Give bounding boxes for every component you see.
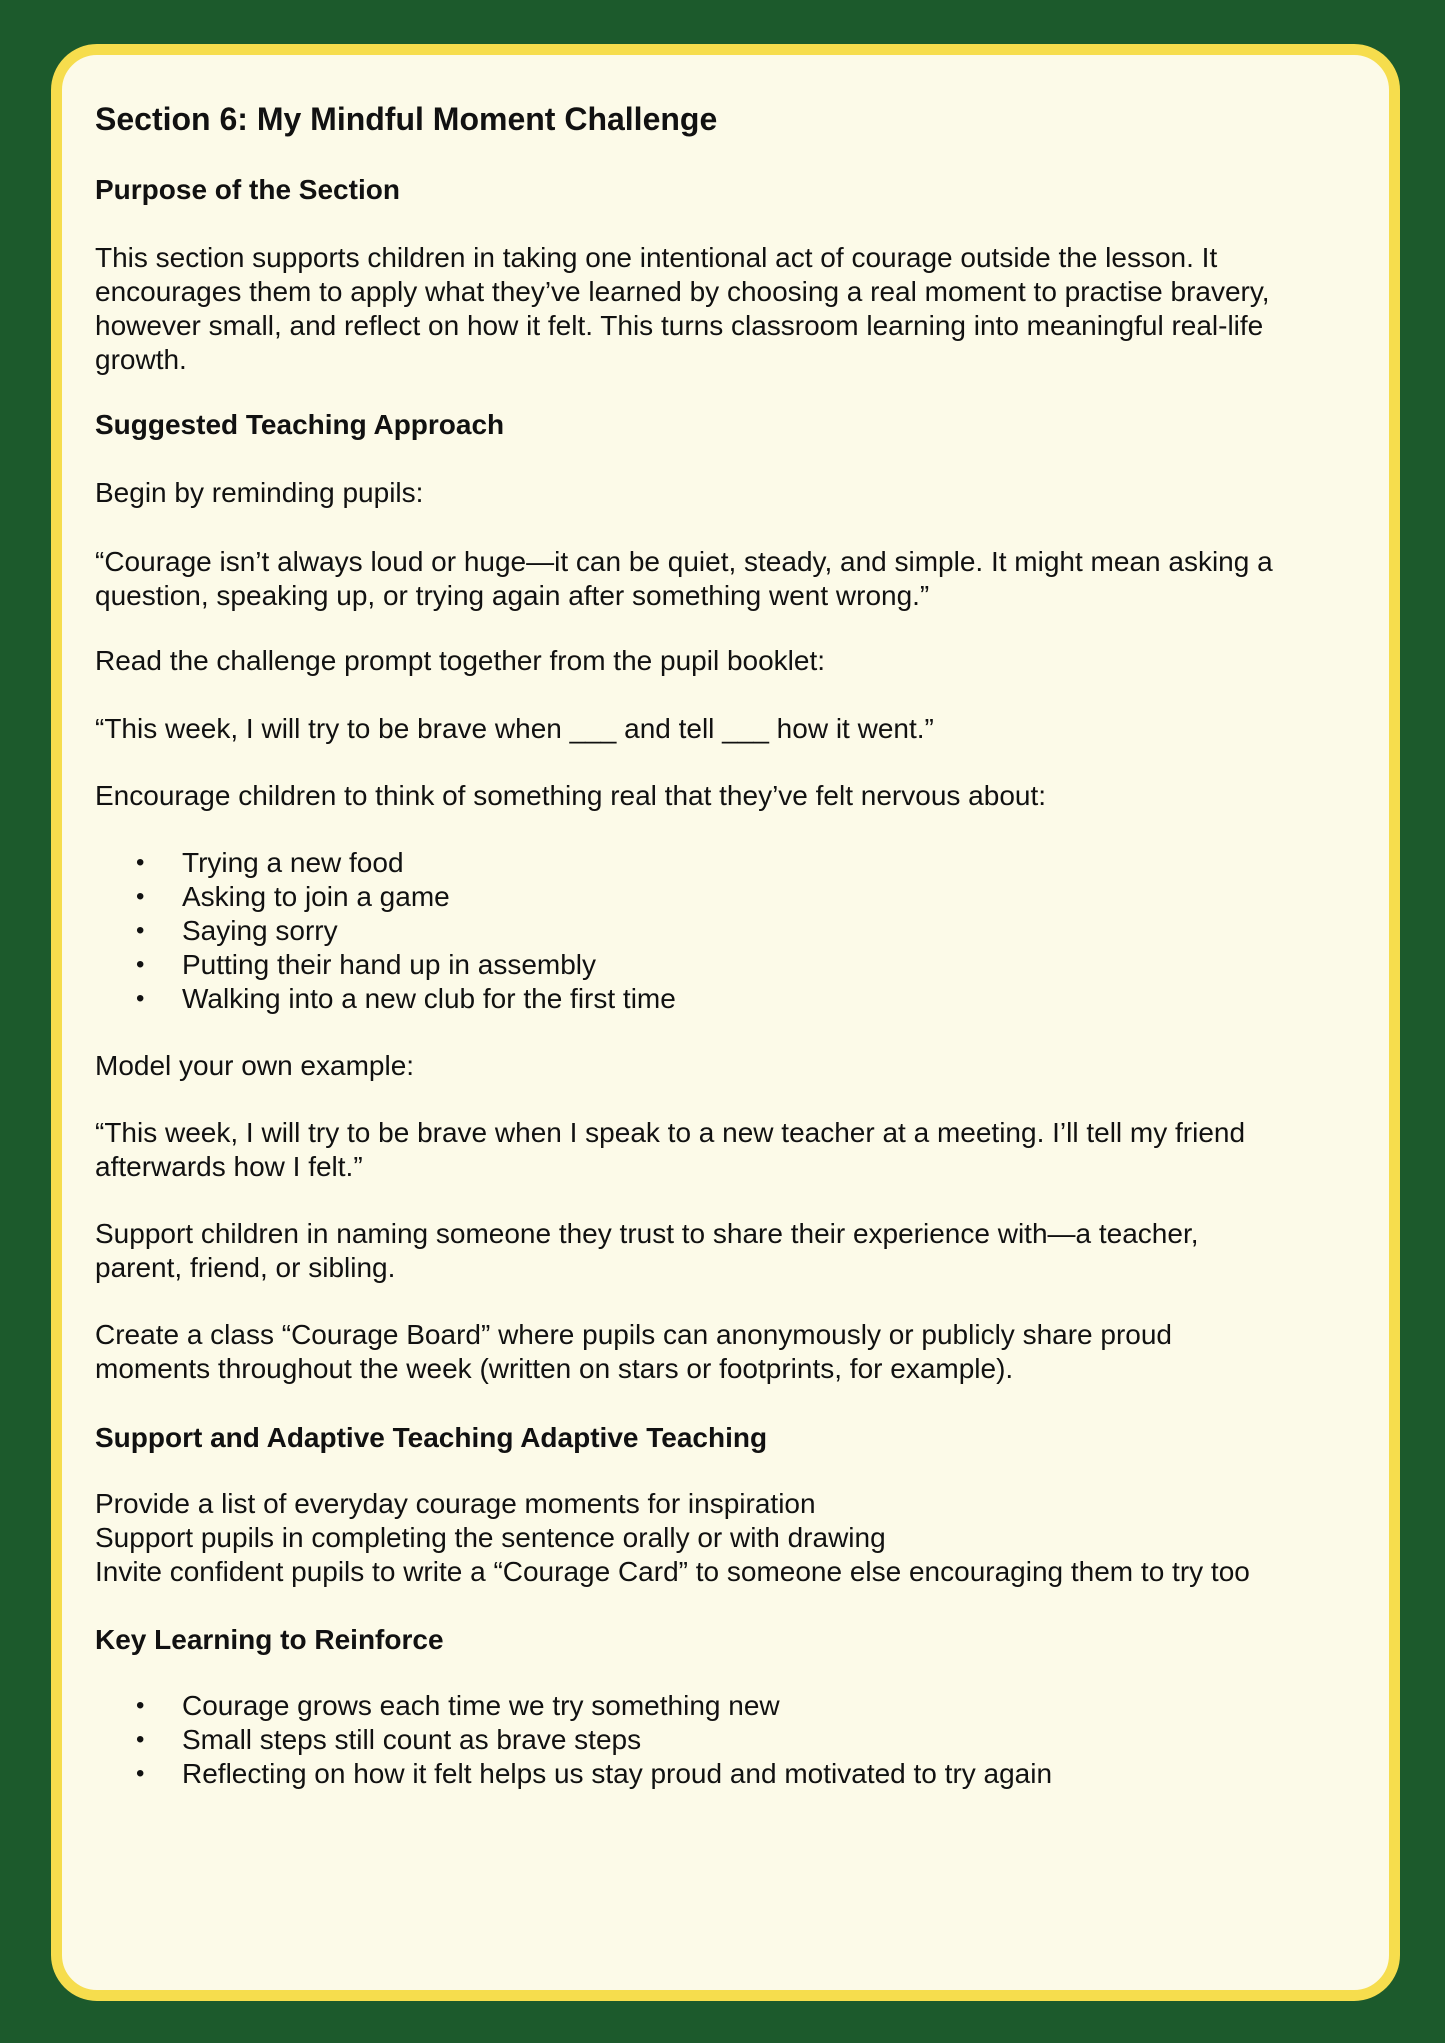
purpose-line: This section supports children in taking one intentional act of courage outside the lesson. It	[95, 242, 1218, 273]
adaptive-line: Support pupils in completing the sentence orally or with drawing	[95, 1522, 886, 1553]
bullet-icon: •	[136, 883, 145, 910]
purpose-paragraph	[95, 241, 1270, 377]
support-trust-text	[95, 1217, 1199, 1285]
bullet-icon: •	[136, 1760, 145, 1787]
key-learning-list	[95, 1689, 1052, 1791]
purpose-line: encourages them to apply what they’ve learned by choosing a real moment to practise bravery,	[95, 276, 1270, 307]
adaptive-line: Invite confident pupils to write a “Courage Card” to someone else encouraging them to try too	[95, 1556, 1250, 1587]
list-item: • Reflecting on how it felt helps us stay proud and motivated to try again	[136, 1758, 1053, 1789]
bullet-icon: •	[136, 985, 145, 1012]
courage-board-text	[95, 1318, 1172, 1386]
purpose-heading: Purpose of the Section	[95, 174, 400, 205]
purpose-line: growth.	[95, 344, 187, 375]
courage-quote	[95, 545, 1273, 613]
adaptive-list	[95, 1487, 1250, 1589]
example-list	[95, 846, 676, 1016]
key-learning-heading: Key Learning to Reinforce	[95, 1624, 444, 1655]
list-item: • Walking into a new club for the first time	[136, 983, 676, 1014]
list-item: • Trying a new food	[136, 847, 404, 878]
model-line: “This week, I will try to be brave when I speak to a new teacher at a meeting. I’ll tell my friend	[95, 1117, 1246, 1148]
encourage-text: Encourage children to think of something real that they’ve felt nervous about:	[95, 780, 1047, 811]
bullet-icon: •	[136, 849, 145, 876]
list-item: • Saying sorry	[136, 915, 338, 946]
model-example	[95, 1116, 1245, 1184]
list-item: • Courage grows each time we try something new	[136, 1690, 780, 1721]
bullet-icon: •	[136, 1692, 145, 1719]
board-line: Create a class “Courage Board” where pupils can anonymously or publicly share proud	[95, 1319, 1173, 1350]
model-intro: Model your own example:	[95, 1050, 415, 1081]
support-line: Support children in naming someone they trust to share their experience with—a teacher,	[95, 1218, 1199, 1249]
approach-heading: Suggested Teaching Approach	[95, 409, 505, 440]
bullet-icon: •	[136, 1726, 145, 1753]
adaptive-line: Provide a list of everyday courage moments for inspiration	[95, 1488, 816, 1519]
bullet-icon: •	[136, 951, 145, 978]
approach-intro: Begin by reminding pupils:	[95, 477, 424, 508]
list-item: • Asking to join a game	[136, 881, 450, 912]
read-prompt: Read the challenge prompt together from the pupil booklet:	[95, 645, 826, 676]
purpose-line: however small, and reflect on how it felt. This turns classroom learning into meaningful real-life	[95, 310, 1264, 341]
quote-line: “Courage isn’t always loud or huge—it can be quiet, steady, and simple. It might mean asking a	[95, 546, 1273, 577]
bullet-icon: •	[136, 917, 145, 944]
quote-line: question, speaking up, or trying again after something went wrong.”	[95, 580, 930, 611]
adaptive-heading: Support and Adaptive Teaching Adaptive Teaching	[95, 1422, 768, 1453]
challenge-prompt: “This week, I will try to be brave when ___ and tell ___ how it went.”	[95, 713, 934, 744]
board-line: moments throughout the week (written on stars or footprints, for example).	[95, 1353, 1014, 1384]
list-item: • Putting their hand up in assembly	[136, 949, 597, 980]
list-item: • Small steps still count as brave steps	[136, 1724, 642, 1755]
support-line: parent, friend, or sibling.	[95, 1252, 396, 1283]
model-line: afterwards how I felt.”	[95, 1151, 363, 1182]
page-title: Section 6: My Mindful Moment Challenge	[95, 101, 718, 137]
